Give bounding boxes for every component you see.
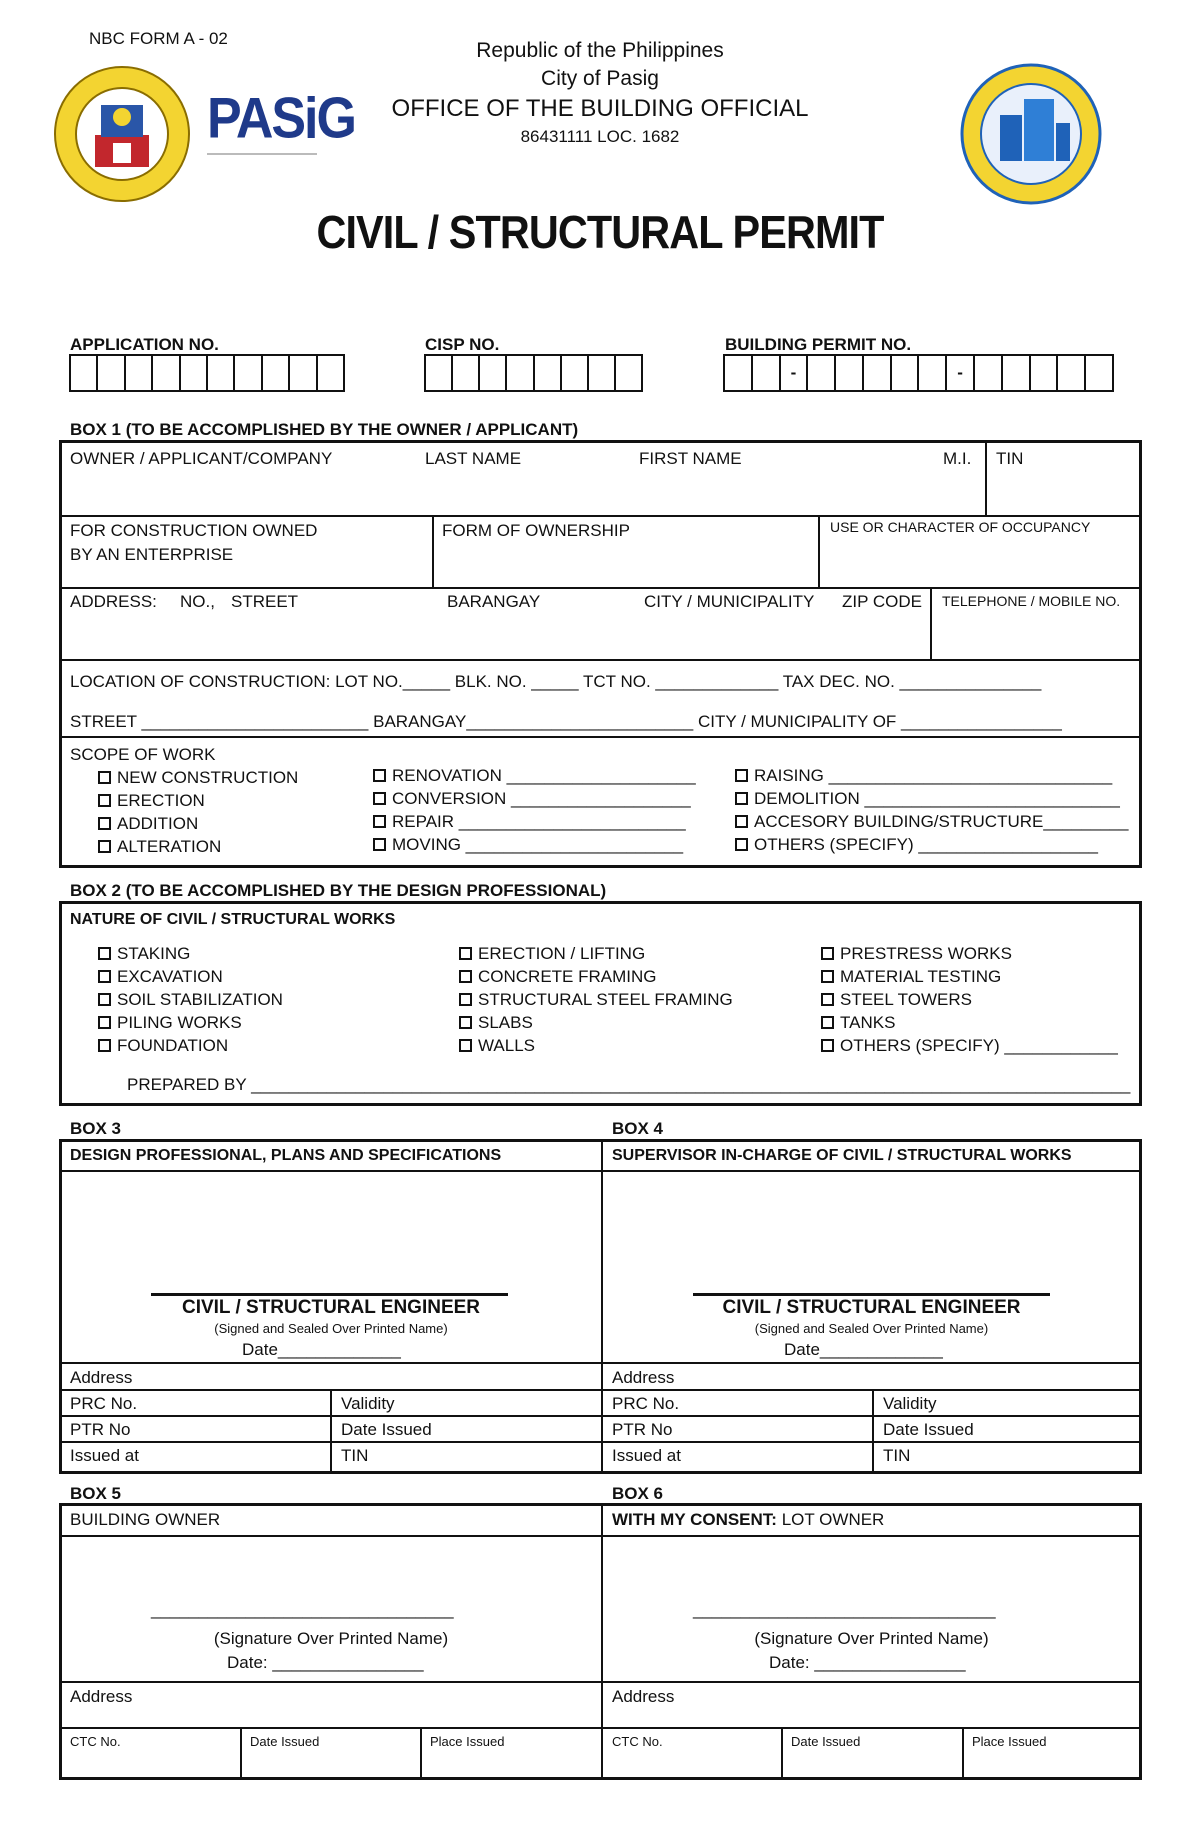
box3-tin: TIN	[341, 1446, 369, 1465]
last-name-label: LAST NAME	[425, 449, 522, 468]
scope-moving[interactable]: MOVING _______________________	[373, 836, 683, 853]
page-title: CIVIL / STRUCTURAL PERMIT	[316, 206, 884, 258]
owner-label: OWNER / APPLICANT/COMPANY	[70, 449, 333, 468]
scope-repair[interactable]: REPAIR ________________________	[373, 813, 686, 830]
enterprise-label-2: BY AN ENTERPRISE	[70, 545, 234, 564]
form-of-ownership-label: FORM OF OWNERSHIP	[442, 521, 630, 540]
box6-date-issued: Date Issued	[791, 1734, 861, 1749]
address-no-label: NO.,	[180, 592, 215, 611]
box4-date: Date_____________	[784, 1340, 943, 1359]
address-street-label: STREET	[231, 592, 299, 611]
zip-code-label: ZIP CODE	[842, 592, 922, 611]
header-phone: 86431111 LOC. 1682	[520, 127, 680, 146]
box6-heading	[612, 1511, 884, 1528]
header-city: City of Pasig	[541, 67, 659, 90]
scope-conversion[interactable]: CONVERSION ___________________	[373, 790, 691, 807]
permit-dash-1: -	[781, 356, 809, 390]
box3-signed: (Signed and Sealed Over Printed Name)	[214, 1321, 448, 1336]
box4-label: BOX 4	[612, 1119, 664, 1138]
box5-sig-line: ________________________________	[151, 1600, 454, 1619]
box5-heading: BUILDING OWNER	[70, 1510, 221, 1529]
location-line: LOCATION OF CONSTRUCTION: LOT NO._____ BLK. NO. _____ TCT NO. _____________ TAX DEC. NO. _______________	[70, 672, 1042, 691]
scope-raising[interactable]: RAISING ______________________________	[735, 767, 1112, 784]
box4-signed: (Signed and Sealed Over Printed Name)	[754, 1321, 989, 1336]
box4-ptr: PTR No	[612, 1420, 673, 1439]
box5-date-issued: Date Issued	[250, 1734, 320, 1749]
box5-address: Address	[70, 1687, 133, 1706]
nature-tanks[interactable]: TANKS	[821, 1014, 895, 1031]
scope-accessory[interactable]: ACCESORY BUILDING/STRUCTURE_________	[735, 813, 1128, 830]
tin-label: TIN	[996, 449, 1024, 468]
box4-date-issued: Date Issued	[883, 1420, 974, 1439]
application-no-label: APPLICATION NO.	[70, 335, 219, 354]
box6-date: Date: ________________	[769, 1653, 966, 1672]
permit-dash-2: -	[947, 356, 975, 390]
box2-heading: BOX 2 (TO BE ACCOMPLISHED BY THE DESIGN PROFESSIONAL)	[70, 881, 607, 900]
box3-label: BOX 3	[70, 1119, 122, 1138]
use-occupancy-label: USE OR CHARACTER OF OCCUPANCY	[830, 519, 1091, 535]
box3-ptr: PTR No	[70, 1420, 131, 1439]
box4-address: Address	[612, 1368, 675, 1387]
cisp-no-label: CISP NO.	[425, 335, 500, 354]
first-name-label: FIRST NAME	[639, 449, 742, 468]
scope-erection[interactable]: ERECTION	[98, 792, 205, 809]
scope-new-construction[interactable]: NEW CONSTRUCTION	[98, 769, 298, 786]
box5-date: Date: ________________	[227, 1653, 424, 1672]
box1-heading: BOX 1 (TO BE ACCOMPLISHED BY THE OWNER / APPLICANT)	[70, 420, 579, 439]
box3-date: Date_____________	[242, 1340, 401, 1359]
box4-heading: SUPERVISOR IN-CHARGE OF CIVIL / STRUCTURAL WORKS	[612, 1147, 1072, 1164]
nature-excavation[interactable]: EXCAVATION	[98, 968, 223, 985]
pasig-logo-text: PASiG	[207, 87, 355, 151]
nature-prestress-works[interactable]: PRESTRESS WORKS	[821, 945, 1012, 962]
header-office: OFFICE OF THE BUILDING OFFICIAL	[391, 95, 809, 122]
box3-prc: PRC No.	[70, 1394, 138, 1413]
scope-demolition[interactable]: DEMOLITION ___________________________	[735, 790, 1120, 807]
box4-engineer: CIVIL / STRUCTURAL ENGINEER	[722, 1297, 1021, 1318]
street-line: STREET ________________________ BARANGAY________________________ CITY / MUNICIPALITY OF _________________	[70, 712, 1062, 731]
box6-label: BOX 6	[612, 1484, 664, 1503]
building-permit-no-field[interactable]	[723, 354, 1114, 392]
form-code: NBC FORM A - 02	[89, 29, 228, 48]
enterprise-label-1: FOR CONSTRUCTION OWNED	[70, 521, 318, 540]
address-label: ADDRESS:	[70, 592, 157, 611]
header-republic: Republic of the Philippines	[476, 39, 724, 62]
box5-label: BOX 5	[70, 1484, 122, 1503]
box4-prc: PRC No.	[612, 1394, 680, 1413]
box6-heading-rest: LOT OWNER	[776, 1510, 885, 1529]
application-no-field[interactable]	[69, 354, 345, 392]
nature-soil-stabilization[interactable]: SOIL STABILIZATION	[98, 991, 283, 1008]
box3-issued-at: Issued at	[70, 1446, 139, 1465]
scope-label: SCOPE OF WORK	[70, 745, 216, 764]
nature-concrete-framing[interactable]: CONCRETE FRAMING	[459, 968, 657, 985]
nature-staking[interactable]: STAKING	[98, 945, 190, 962]
box6-place-issued: Place Issued	[972, 1734, 1047, 1749]
scope-addition[interactable]: ADDITION	[98, 815, 198, 832]
nature-walls[interactable]: WALLS	[459, 1037, 535, 1054]
nature-others[interactable]: OTHERS (SPECIFY) ____________	[821, 1037, 1118, 1054]
box5-place-issued: Place Issued	[430, 1734, 505, 1749]
box4-issued-at: Issued at	[612, 1446, 681, 1465]
nature-erection-lifting[interactable]: ERECTION / LIFTING	[459, 945, 645, 962]
nature-piling-works[interactable]: PILING WORKS	[98, 1014, 242, 1031]
scope-others[interactable]: OTHERS (SPECIFY) ___________________	[735, 836, 1098, 853]
box6-heading-bold: WITH MY CONSENT:	[612, 1510, 777, 1529]
cisp-no-field[interactable]	[424, 354, 643, 392]
box3-date-issued: Date Issued	[341, 1420, 432, 1439]
box4-tin: TIN	[883, 1446, 911, 1465]
box3-heading: DESIGN PROFESSIONAL, PLANS AND SPECIFICATIONS	[70, 1147, 502, 1164]
box4-validity: Validity	[883, 1394, 937, 1413]
box3-address: Address	[70, 1368, 133, 1387]
building-permit-no-label: BUILDING PERMIT NO.	[725, 335, 912, 354]
nature-structural-steel-framing[interactable]: STRUCTURAL STEEL FRAMING	[459, 991, 733, 1008]
box6-ctc: CTC No.	[612, 1734, 663, 1749]
box6-signature: (Signature Over Printed Name)	[754, 1629, 989, 1648]
scope-renovation[interactable]: RENOVATION ____________________	[373, 767, 696, 784]
box3-engineer: CIVIL / STRUCTURAL ENGINEER	[181, 1297, 481, 1318]
address-city-label: CITY / MUNICIPALITY	[644, 592, 815, 611]
box5-signature: (Signature Over Printed Name)	[213, 1629, 449, 1648]
mi-label: M.I.	[943, 449, 972, 468]
telephone-label: TELEPHONE / MOBILE NO.	[942, 593, 1121, 609]
address-barangay-label: BARANGAY	[447, 592, 541, 611]
box3-validity: Validity	[341, 1394, 395, 1413]
nature-steel-towers[interactable]: STEEL TOWERS	[821, 991, 972, 1008]
prepared-by-line: PREPARED BY _____________________________________________________________________________________________	[127, 1075, 1131, 1094]
nature-material-testing[interactable]: MATERIAL TESTING	[821, 968, 1001, 985]
nature-label: NATURE OF CIVIL / STRUCTURAL WORKS	[70, 911, 396, 928]
box6-sig-line: ________________________________	[693, 1600, 996, 1619]
box6-address: Address	[612, 1687, 675, 1706]
nature-slabs[interactable]: SLABS	[459, 1014, 533, 1031]
box5-ctc: CTC No.	[70, 1734, 121, 1749]
nature-foundation[interactable]: FOUNDATION	[98, 1037, 228, 1054]
scope-alteration[interactable]: ALTERATION	[98, 838, 221, 855]
